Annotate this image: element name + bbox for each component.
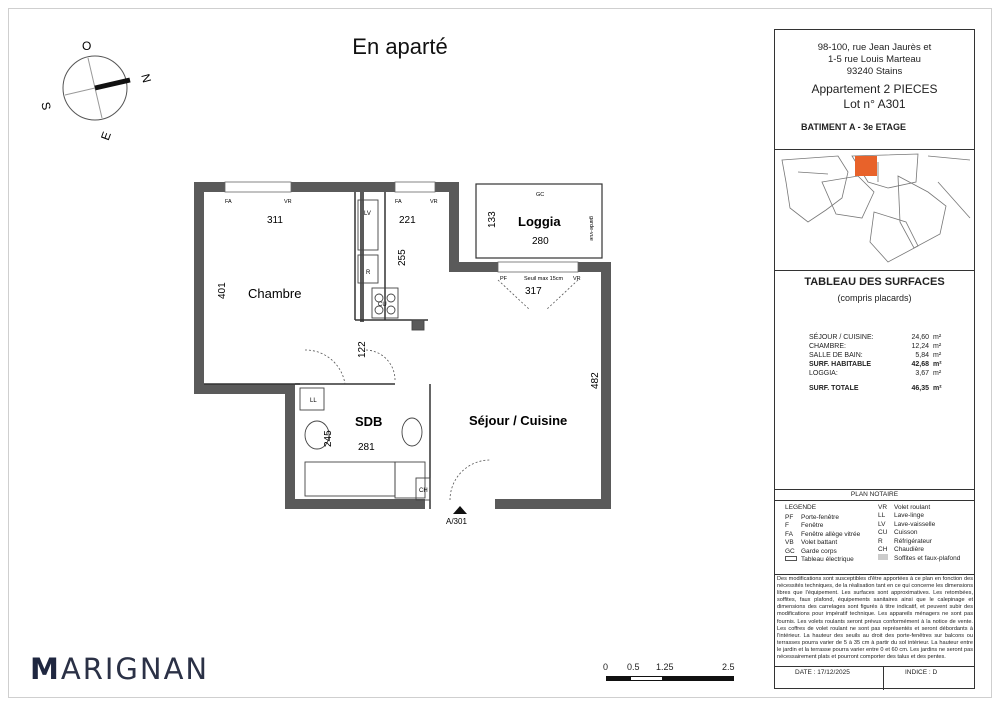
dim-245: 245 xyxy=(323,430,334,447)
surface-unit: m² xyxy=(933,361,942,368)
scale-label: 1.25 xyxy=(656,662,674,672)
surface-unit: m² xyxy=(933,352,942,359)
mark-fa2: FA xyxy=(395,199,402,205)
separator xyxy=(775,574,974,575)
room-sejour: Séjour / Cuisine xyxy=(469,413,568,428)
mark-r: R xyxy=(366,270,371,276)
dim-401: 401 xyxy=(217,282,228,299)
address-line-3: 93240 Stains xyxy=(846,66,903,77)
mark-vr1: VR xyxy=(284,199,292,205)
building-key-plan xyxy=(778,152,972,270)
mark-vr2: VR xyxy=(430,199,438,205)
section-ref: A/301 xyxy=(446,517,467,526)
mark-ll: LL xyxy=(310,398,317,404)
logo-m: M xyxy=(30,652,61,686)
footer-divider xyxy=(883,666,884,690)
partitions xyxy=(204,192,430,509)
batiment: BATIMENT A - 3e ETAGE xyxy=(801,122,907,132)
legend-item: FA Fenêtre allège vitrée xyxy=(785,530,861,538)
address xyxy=(775,42,974,78)
compass-e: E xyxy=(98,129,114,143)
room-sdb: SDB xyxy=(355,414,383,429)
page-title: En aparté xyxy=(352,34,448,59)
separator xyxy=(775,500,974,501)
footer-date: DATE : 17/12/2025 xyxy=(795,669,850,676)
legend-item: VB Volet battant xyxy=(785,539,838,547)
dim-122: 122 xyxy=(357,341,368,358)
walls xyxy=(194,182,611,509)
room-chambre: Chambre xyxy=(248,286,302,301)
dim-221: 221 xyxy=(399,215,416,226)
panel-icon xyxy=(785,556,797,561)
lot-highlight xyxy=(855,156,877,176)
plan-notaire: PLAN NOTAIRE xyxy=(850,491,899,498)
legend-item: R Réfrigérateur xyxy=(878,537,932,545)
separator xyxy=(775,149,974,150)
legend-left xyxy=(785,514,875,564)
info-panel xyxy=(774,29,975,689)
dim-482: 482 xyxy=(590,372,601,389)
legend-item: Soffites et faux-plafond xyxy=(878,554,974,563)
dim-255: 255 xyxy=(397,249,408,266)
legend-item: GC Garde corps xyxy=(785,547,837,555)
surface-value: 46,35 xyxy=(911,385,929,392)
mark-lv: LV xyxy=(364,211,371,217)
legal-notes: Des modifications sont susceptibles d'être apportées à ce plan en fonction des nécessités techniques, de la réalisation tant en ce qui concerne les dimensions libres que l'équipement. Les surfaces sont approximatives. Les retombées, soffites, faux plafond, équipements sanitaires ainsi que le calepinage et dimensions des carrelages sont figurés à titre indicatif, et peuvent subir des modifications pour impératif technique. Les appareils ménagers ne sont pas fournis. Les volets roulants seront prévus conformément à la notice de vente. Les coffres de volet roulant ne sont pas représentés et seront débordants à l'intérieur. La hauteur des seuils au droit des porte-fenêtres sur balcons ou terrasses pourra varier de 5 à 35 cm à partir du sol intérieur. La hauteur entre le jardin et la terrasse pourra varier entre 0 et 60 cm. Les jardins ne seront pas nécessairement plats et pourront comporter des talus et des pentes. xyxy=(777,576,973,661)
surface-row xyxy=(809,370,969,379)
dim-281: 281 xyxy=(358,442,375,453)
mark-pf: PF xyxy=(500,276,508,282)
legend-item: Tableau électrique xyxy=(785,556,875,564)
logo-text: ARIGNAN xyxy=(60,652,210,686)
apartment-type: Appartement 2 PIECES xyxy=(811,82,938,96)
soffite-icon xyxy=(878,554,888,560)
mark-seuil: Seuil max 15cm xyxy=(524,276,564,282)
mark-ch: CH xyxy=(419,488,428,494)
surface-label: SURF. HABITABLE xyxy=(809,361,872,368)
scale-label: 2.5 xyxy=(722,662,735,672)
surface-value: 12,24 xyxy=(911,343,929,350)
legend-item: LL Lave-linge xyxy=(878,512,924,520)
surface-value: 24,60 xyxy=(911,334,929,341)
compass-s: S xyxy=(38,100,54,112)
surface-row xyxy=(809,343,969,352)
surface-label: CHAMBRE: xyxy=(809,343,846,350)
legend-item: LV Lave-vaisselle xyxy=(878,520,936,528)
mark-gc: GC xyxy=(536,192,545,198)
surface-row xyxy=(809,352,969,361)
door-arcs xyxy=(305,280,578,500)
surface-label: SALLE DE BAIN: xyxy=(809,352,863,359)
section-marker-icon xyxy=(453,506,467,514)
surface-value: 5,84 xyxy=(915,352,929,359)
mark-fa1: FA xyxy=(225,199,232,205)
address-line-2: 1-5 rue Louis Marteau xyxy=(828,54,921,65)
compass-icon xyxy=(40,38,160,148)
legend-item: CU Cuisson xyxy=(878,529,918,537)
room-loggia: Loggia xyxy=(518,214,561,229)
surface-row xyxy=(809,334,969,343)
separator xyxy=(775,270,974,271)
surface-label: SÉJOUR / CUISINE: xyxy=(809,334,874,341)
scale-label: 0.5 xyxy=(627,662,640,672)
mark-vr3: VR xyxy=(573,276,581,282)
marignan-logo xyxy=(30,652,209,686)
compass-o: O xyxy=(82,39,92,53)
surface-unit: m² xyxy=(933,343,942,350)
separator xyxy=(775,489,974,490)
surface-unit: m² xyxy=(933,385,942,392)
compass-n: N xyxy=(138,72,154,85)
dim-280: 280 xyxy=(532,236,549,247)
floor-plan xyxy=(180,170,640,530)
legend-title: LEGENDE xyxy=(785,504,817,511)
lot-number: Lot n° A301 xyxy=(843,97,906,111)
address-line-1: 98-100, rue Jean Jaurès et xyxy=(817,42,932,53)
legend-item: PF Porte-fenêtre xyxy=(785,514,839,521)
dim-317: 317 xyxy=(525,286,542,297)
surface-value: 42,68 xyxy=(911,361,929,368)
footer-indice: INDICE : D xyxy=(905,669,938,676)
apartment-info xyxy=(775,82,974,112)
surface-value: 3,67 xyxy=(915,370,929,377)
surface-label: LOGGIA: xyxy=(809,370,838,377)
scale-bar xyxy=(603,662,746,686)
surface-unit: m² xyxy=(933,334,942,341)
scale-track xyxy=(606,676,734,681)
surface-row xyxy=(809,361,969,370)
legend-item: F Fenêtre xyxy=(785,522,824,530)
surfaces-title: TABLEAU DES SURFACES xyxy=(804,276,945,288)
mark-garde-vue: garde-vue xyxy=(588,216,594,241)
legend-item: VR Volet roulant xyxy=(878,504,931,511)
dim-311: 311 xyxy=(267,215,283,226)
separator xyxy=(775,666,974,667)
surface-row xyxy=(809,385,969,394)
mark-cu: CU xyxy=(378,302,387,308)
surface-label: SURF. TOTALE xyxy=(809,385,859,392)
legend-item: CH Chaudière xyxy=(878,546,924,554)
surfaces-subtitle: (compris placards) xyxy=(837,293,912,303)
surface-unit: m² xyxy=(933,370,942,377)
dim-133: 133 xyxy=(487,211,498,228)
scale-label: 0 xyxy=(603,662,609,672)
legend-right xyxy=(878,504,974,564)
